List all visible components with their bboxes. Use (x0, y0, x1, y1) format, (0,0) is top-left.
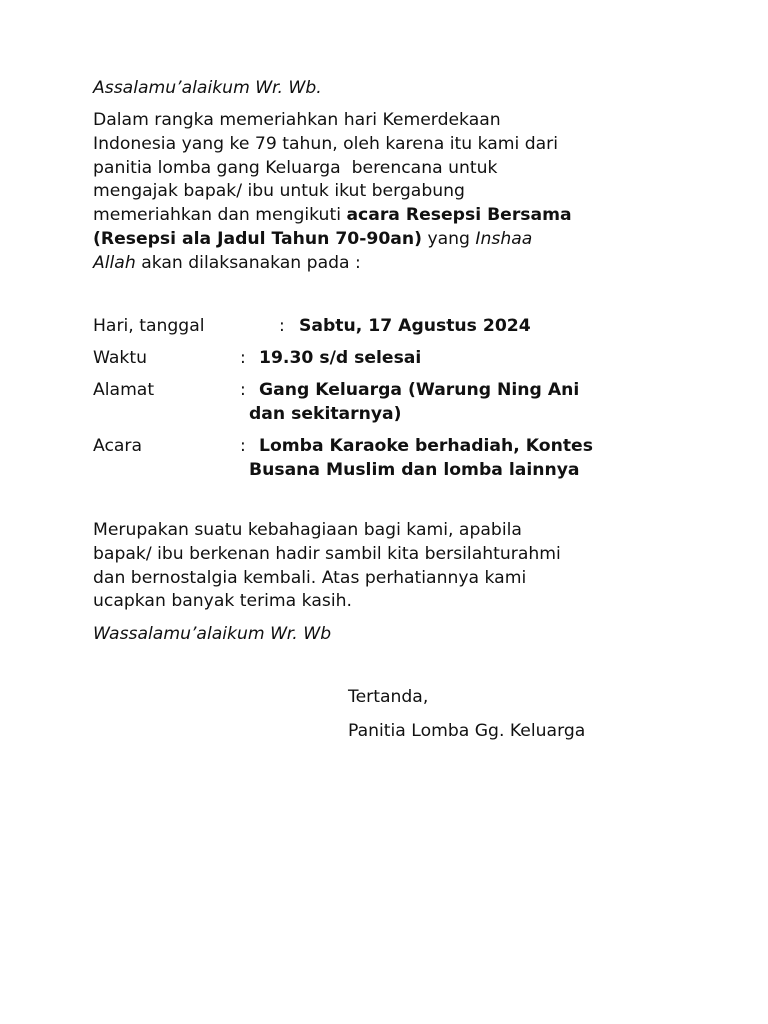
signature-label: Tertanda, (348, 687, 429, 707)
opening-greeting: Assalamu’alaikum Wr. Wb. (93, 78, 322, 98)
intro-line: Indonesia yang ke 79 tahun, oleh karena itu kami dari (93, 133, 559, 154)
detail-label: Hari, tanggal (93, 316, 205, 336)
detail-colon: : (240, 348, 246, 368)
signature-name: Panitia Lomba Gg. Keluarga (348, 721, 586, 741)
detail-label: Alamat (93, 380, 155, 400)
intro-italic-text: Allah (93, 252, 136, 273)
event-subtitle: (Resepsi ala Jadul Tahun 70-90an) (93, 228, 422, 249)
detail-label: Acara (93, 436, 143, 456)
closing-line: ucapkan banyak terima kasih. (93, 591, 352, 612)
closing-paragraph (93, 519, 693, 614)
intro-line: mengajak bapak/ ibu untuk ikut bergabung (93, 181, 465, 202)
intro-paragraph (93, 109, 693, 276)
intro-line (93, 252, 693, 276)
intro-italic-text: Inshaa (475, 228, 533, 249)
intro-text: yang (421, 228, 476, 249)
detail-value-line: dan sekitarnya) (249, 404, 402, 424)
detail-value: Sabtu, 17 Agustus 2024 (299, 316, 531, 336)
closing-greeting: Wassalamu’alaikum Wr. Wb (93, 624, 332, 644)
closing-line: dan bernostalgia kembali. Atas perhatiannya kami (93, 567, 527, 588)
detail-label: Waktu (93, 348, 148, 368)
detail-value: 19.30 s/d selesai (259, 348, 422, 368)
closing-line: Merupakan suatu kebahagiaan bagi kami, apabila (93, 520, 522, 540)
intro-line (93, 204, 693, 228)
detail-colon: : (240, 436, 246, 456)
detail-colon: : (279, 316, 285, 336)
intro-line: panitia lomba gang Keluarga berencana untuk (93, 157, 498, 178)
detail-colon: : (240, 380, 246, 400)
intro-line: Dalam rangka memeriahkan hari Kemerdekaan (93, 110, 501, 130)
detail-value (249, 434, 593, 482)
intro-line (93, 228, 693, 252)
event-name: acara Resepsi Bersama (346, 205, 572, 226)
detail-value (249, 378, 580, 426)
intro-text: akan dilaksanakan pada : (135, 252, 361, 273)
closing-line: bapak/ ibu berkenan hadir sambil kita bersilahturahmi (93, 543, 561, 564)
detail-value-line: Lomba Karaoke berhadiah, Kontes (259, 436, 593, 456)
detail-value-line: Gang Keluarga (Warung Ning Ani (259, 380, 580, 400)
detail-value-line: Busana Muslim dan lomba lainnya (249, 460, 580, 480)
intro-text: memeriahkan dan mengikuti (93, 205, 347, 226)
